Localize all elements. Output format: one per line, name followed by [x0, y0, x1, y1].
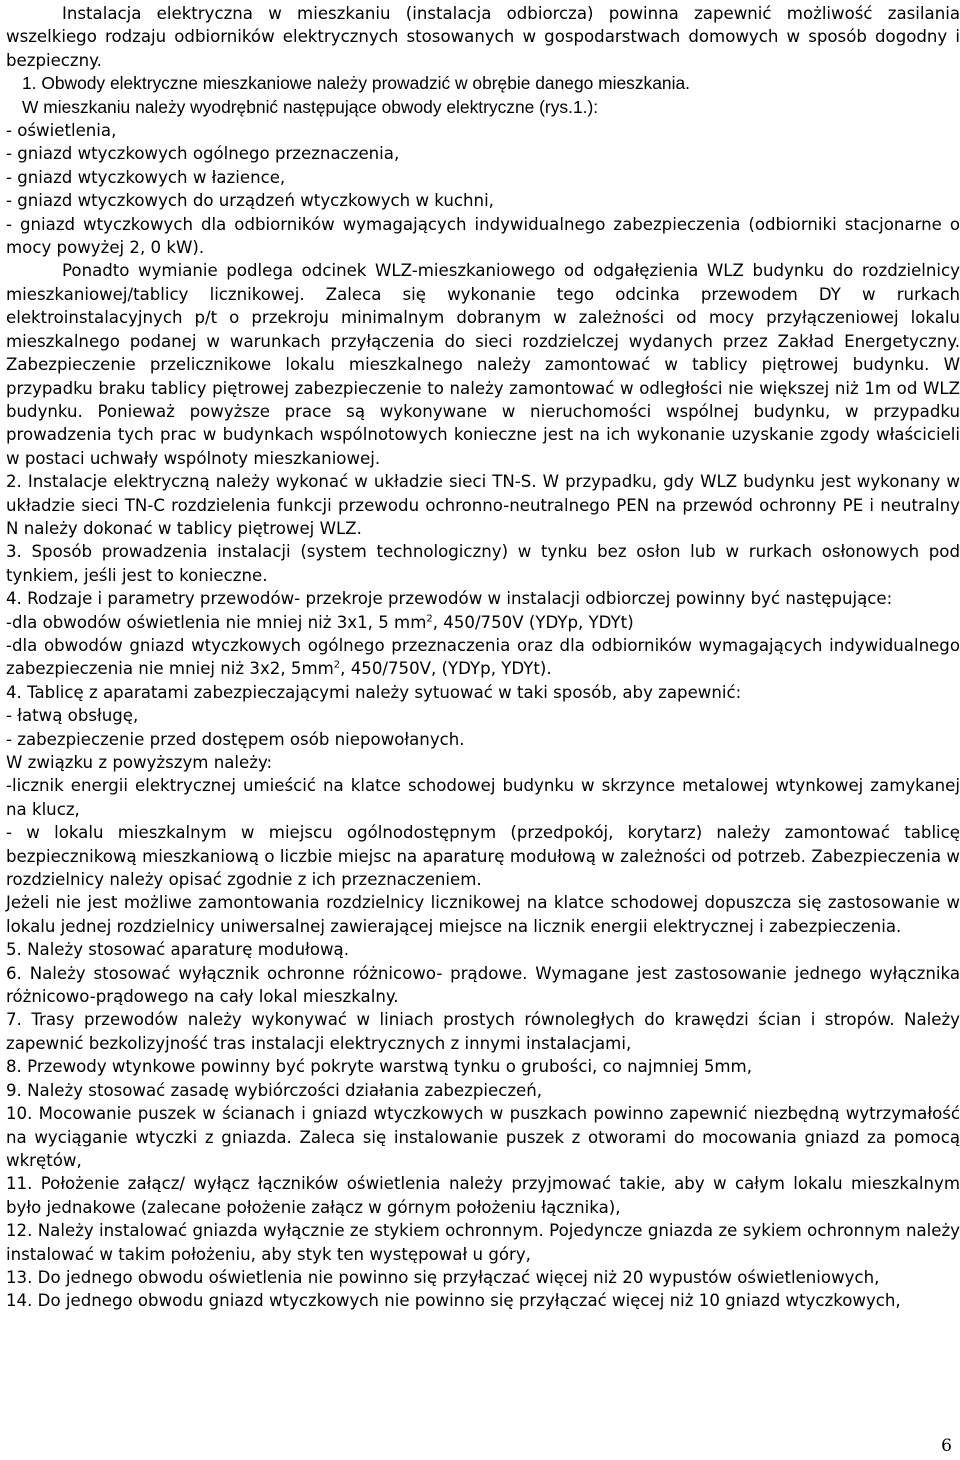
therefore-line: W związku z powyższym należy:: [6, 753, 273, 772]
alternative-paragraph: Jeżeli nie jest możliwe zamontowania rozdzielnicy licznikowej na klatce schodowej dopuszcza się zastosowanie w lokalu jednej rozdzielnicy uniwersalnej zawierającej miejsce na licznik energii elektrycznej i zabezpieczenia.: [6, 893, 960, 936]
rule-item: 8. Przewody wtynkowe powinny być pokryte warstwą tynku o grubości, co najmniej 5mm,: [6, 1057, 752, 1077]
socket-wire-spec: [6, 634, 960, 681]
rule-item: 10. Mocowanie puszek w ścianach i gniazd wtyczkowych w puszkach powinno zapewnić niezbędną wytrzymałość na wyciąganie wtyczki z gniazda. Zaleca się instalowanie puszek z otworami do mocowania gniazd za pomocą wkrętów,: [6, 1104, 960, 1170]
lighting-wire-text: -dla obwodów oświetlenia nie mniej niż 3x1, 5 mm: [6, 612, 427, 632]
circuits-intro: W mieszkaniu należy wyodrębnić następujące obwody elektryczne (rys.1.):: [22, 96, 599, 117]
rule-item: 5. Należy stosować aparaturę modułową.: [6, 940, 349, 960]
meter-placement: - w lokalu mieszkalnym w miejscu ogólnodostępnym (przedpokój, korytarz) należy zamontować tablicę bezpiecznikową mieszkaniową o liczbie miejsc na aparaturę modułową w zależności od potrzeb. Zabezpieczenia w rozdzielnicy należy opisać zgodnie z ich przeznaczeniem.: [6, 823, 960, 890]
item-4-wires: 4. Rodzaje i parametry przewodów- przekroje przewodów w instalacji odbiorczej powinny być następujące:: [6, 589, 893, 609]
board-requirement: - zabezpieczenie przed dostępem osób niepowołanych.: [6, 729, 465, 749]
board-requirement: - łatwą obsługę,: [6, 706, 139, 726]
meter-placement: -licznik energii elektrycznej umieścić na klatce schodowej budynku w skrzynce metalowej wtynkowej zamykanej na klucz,: [6, 776, 960, 819]
item-4-board: 4. Tablicę z aparatami zabezpieczającymi należy sytuować w taki sposób, aby zapewnić:: [6, 682, 742, 702]
page-number: 6: [941, 1436, 952, 1456]
item-3: 3. Sposób prowadzenia instalacji (system technologiczny) w tynku bez osłon lub w rurkach osłonowych pod tynkiem, jeśli jest to konieczne.: [6, 542, 960, 585]
socket-wire-exponent: 2: [333, 659, 341, 671]
circuit-item: - gniazd wtyczkowych w łazience,: [6, 167, 286, 187]
lighting-wire-exponent: 2: [426, 613, 433, 625]
socket-wire-text: -dla obwodów gniazd wtyczkowych ogólnego przeznaczenia oraz dla odbiorników wymagających indywidualnego zabezpieczenia nie mniej niż 3x2, 5mm: [6, 635, 960, 679]
rule-item: 9. Należy stosować zasadę wybiórczości działania zabezpieczeń,: [6, 1080, 543, 1100]
rule-item: 13. Do jednego obwodu oświetlenia nie powinno się przyłączać więcej niż 20 wypustów oświetleniowych,: [6, 1267, 880, 1287]
circuit-item: - gniazd wtyczkowych do urządzeń wtyczkowych w kuchni,: [6, 191, 494, 211]
rule-item: 7. Trasy przewodów należy wykonywać w liniach prostych równoległych do krawędzi ścian i stropów. Należy zapewnić bezkolizyjność tras instalacji elektrycznych z innymi instalacjami,: [6, 1010, 960, 1053]
rule-item: 6. Należy stosować wyłącznik ochronne różnicowo- prądowe. Wymagane jest zastosowanie jednego wyłącznika różnicowo-prądowego na cały lokal mieszkalny.: [6, 963, 960, 1007]
wlz-paragraph: Ponadto wymianie podlega odcinek WLZ-mieszkaniowego od odgałęzienia WLZ budynku do rozdzielnicy mieszkaniowej/tablicy licznikowej. Zaleca się wykonanie tego odcinka przewodem DY w rurkach elektroinstalacyjnych p/t o przekroju minimalnym dobranym w zależności od mocy przyłączeniowej lokalu mieszkalnego podanej w warunkach przyłączenia do sieci rozdzielczej wydanych przez Zakład Energetyczny. Zabezpieczenie przelicznikowe lokalu mieszkalnego należy zamontować w tablicy piętrowej budynku. W przypadku braku tablicy piętrowej zabezpieczenie to należy zamontować w odległości nie większej niż 1m od WLZ budynku. Ponieważ powyższe prace są wykonywane w nieruchomości wspólnej budynku, w przypadku prowadzenia tych prac w budynkach wspólnotowych konieczne jest na ich wykonanie uzyskanie zgody właścicieli w postaci uchwały wspólnoty mieszkaniowej.: [6, 261, 960, 468]
circuit-item: - gniazd wtyczkowych dla odbiorników wymagających indywidualnego zabezpieczenia (odbiorniki stacjonarne o mocy powyżej 2, 0 kW).: [6, 214, 960, 258]
lighting-wire-spec: [6, 611, 960, 634]
rule-item: 14. Do jednego obwodu gniazd wtyczkowych nie powinno się przyłączać więcej niż 10 gniazd wtyczkowych,: [6, 1291, 901, 1311]
rule-item: 11. Położenie załącz/ wyłącz łączników oświetlenia należy przyjmować takie, aby w całym lokalu mieszkalnym było jednakowe (zalecane położenie załącz w górnym położeniu łącznika),: [6, 1174, 960, 1217]
rule-item: 12. Należy instalować gniazda wyłącznie ze stykiem ochronnym. Pojedyncze gniazda ze sykiem ochronnym należy instalować w takim położeniu, aby styk ten występował u góry,: [6, 1221, 960, 1264]
lighting-wire-rating: , 450/750V (YDYp, YDYt): [432, 612, 634, 632]
item-1-heading: 1. Obwody elektryczne mieszkaniowe należy prowadzić w obrębie danego mieszkania.: [22, 73, 690, 94]
circuit-item: - gniazd wtyczkowych ogólnego przeznaczenia,: [6, 144, 400, 164]
item-2: 2. Instalacje elektryczną należy wykonać w układzie sieci TN-S. W przypadku, gdy WLZ budynku jest wykonany w układzie sieci TN-C rozdzielenia funkcji przewodu ochronno-neutralnego PEN na przewód ochronny PE i neutralny N należy dokonać w tablicy piętrowej WLZ.: [6, 472, 960, 538]
circuit-item: - oświetlenia,: [6, 121, 117, 141]
socket-wire-rating: , 450/750V, (YDYp, YDYt).: [340, 659, 552, 679]
intro-paragraph: Instalacja elektryczna w mieszkaniu (instalacja odbiorcza) powinna zapewnić możliwość zasilania wszelkiego rodzaju odbiorników elektrycznych stosowanych w gospodarstwach domowych w sposób dogodny i bezpieczny.: [6, 4, 960, 70]
